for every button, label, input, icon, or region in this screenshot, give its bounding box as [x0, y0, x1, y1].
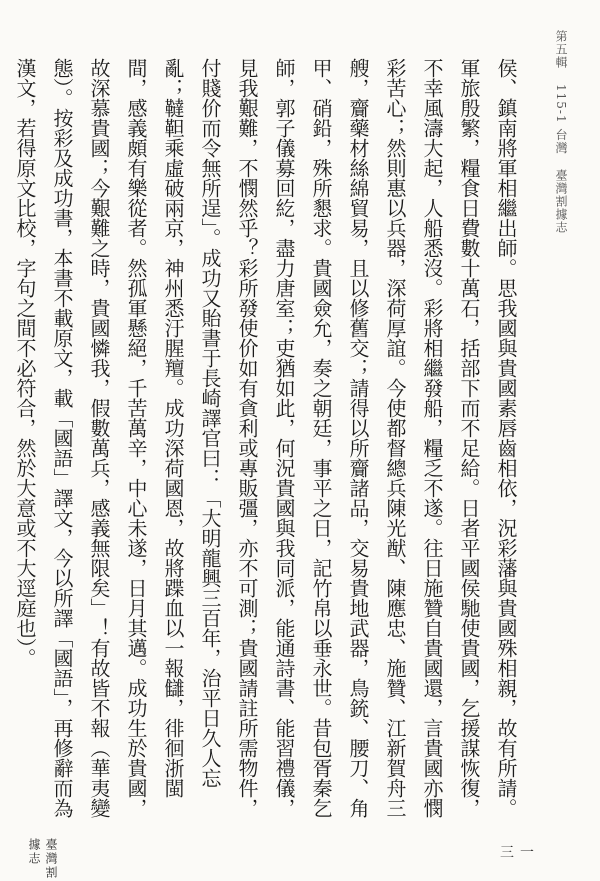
footer-book-title: 臺灣割據志: [27, 838, 58, 880]
running-head-title: 臺灣割據志: [554, 169, 568, 235]
running-head: [544, 30, 570, 360]
paragraph-2: [0, 58, 6, 826]
running-head-ref: 115-1 台灣: [554, 83, 568, 155]
page-number: 三一: [500, 845, 540, 861]
body-text: [13, 58, 524, 826]
running-head-volume: 第五輯: [554, 30, 568, 69]
paragraph-1: 侯、鎮南將軍相繼出師。思我國與貴國素唇齒相依，況彩藩與貴國殊相親，故有所請。軍旅殷繁，糧食日費數十萬石，括部下而不足給。日者平國侯馳使貴國，乞援謀恢復，不幸風濤大起，人船悉沒。彩將相繼發船，糧乏不遂。往日施贊自貴國還，言貴國亦憫彩苦心；然則惠以兵器，深荷厚誼。今使都督總兵陳光猷、陳應忠、施贊、江新賀舟三艘，齎藥材絲綿貿易，且以修舊交；請得以所齎諸品，交易貴地武器，鳥銃、腰刀、角甲、硝鉛，殊所懇求。貴國僉允，奏之朝廷，事平之日，記竹帛以垂永世。昔包胥秦乞師，郭子儀募回紇，盡力唐室；吏猶如此，何況貴國與我同派，能通詩書、能習禮儀，見我艱難，不憫然乎？彩所發使价如有貪利或專販彊，亦不可測；貴國請註所需物件，付賤价而令無所逞」。成功又貽書于長崎譯官曰：「大明龍興三百年，治平日久人忘亂；韃靼乘虛破兩京，神州悉汙腥羶。成功深荷國恩，故將蹀血以一報讎，徘徊浙閩間，感義頗有樂從者。然孤軍懸絕，千苦萬辛，中心未遂，日月其邁。成功生於貴國，故深慕貴國；今艱難之時，貴國憐我，假數萬兵，感義無限矣」！有故皆不報（華夷變態）。按彩及成功書，本書不載原文，載「國語」譯文，今以所譯「國語」，再修辭而為漢文，若得原文比校，字句之間不必符合，然於大意或不大逕庭也）。: [13, 58, 518, 818]
